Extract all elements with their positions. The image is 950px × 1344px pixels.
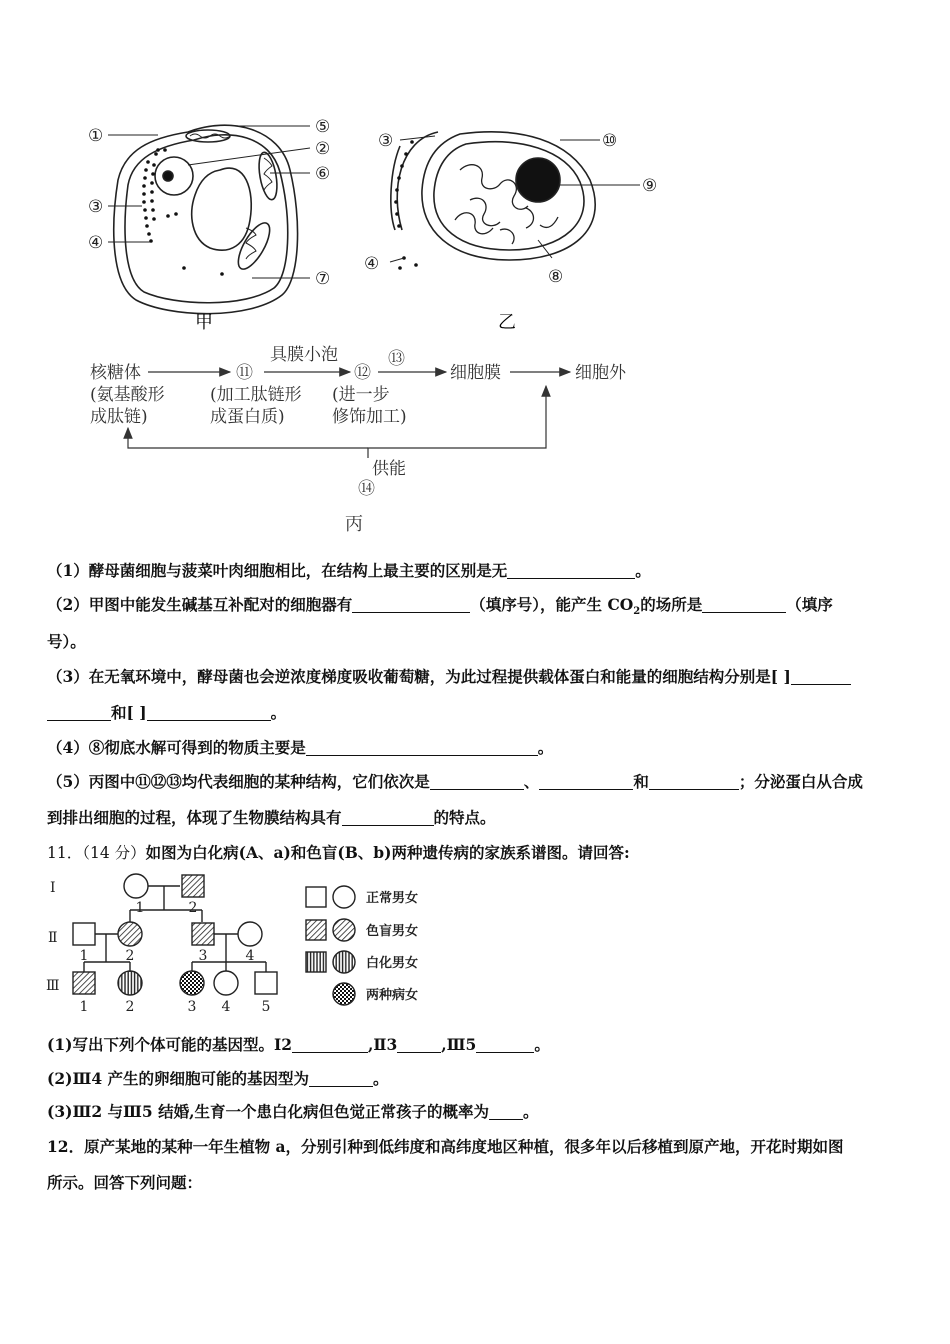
label-1: ① [88,126,104,146]
answer-blank[interactable] [292,1036,368,1053]
person-II1 [73,923,95,945]
gen-3: Ⅲ [46,978,60,994]
person-II3 [192,923,214,945]
question-12-cont: 所示。回答下列问题： [47,1173,203,1192]
legend-both: 两种病女 [366,988,419,1003]
label-5: ⑤ [315,117,331,137]
person-III2 [118,971,142,995]
answer-blank[interactable] [507,562,635,579]
num-III1: 1 [79,999,89,1015]
label-yi-4: ④ [364,254,380,274]
label-6: ⑥ [315,164,331,184]
svg-text:⑫: ⑫ [354,363,371,383]
svg-text:供能: 供能 [372,459,406,479]
num-III3: 3 [187,999,197,1015]
svg-text:成肽链): 成肽链) [90,407,148,427]
question-2-cont: 号）。 [47,632,86,651]
num-II1: 1 [79,948,89,964]
answer-blank[interactable] [309,1070,373,1087]
svg-text:⑭: ⑭ [358,479,375,499]
answer-blank[interactable] [430,773,524,790]
svg-text:⑬: ⑬ [388,349,405,369]
answer-blank[interactable] [352,596,470,613]
label-jia: 甲 [195,312,213,333]
pedigree-chart [44,870,444,1020]
cell-yi [391,132,595,260]
answer-blank[interactable] [397,1036,441,1053]
question-11-1: (1)写出下列个体可能的基因型。Ⅰ2 ,Ⅱ3 ,Ⅲ5 。 [47,1035,550,1054]
question-3-cont: 和[ ] 。 [47,702,286,724]
answer-blank[interactable] [147,704,271,721]
person-I1 [124,874,148,898]
answer-blank[interactable] [342,809,434,826]
svg-text:(氨基酸形: (氨基酸形 [90,385,165,405]
answer-blank[interactable] [539,773,633,790]
question-11-2: (2)Ⅲ4 产生的卵细胞可能的基因型为 。 [47,1069,389,1088]
question-4: （4）⑧彻底水解可得到的物质主要是 。 [47,738,554,757]
svg-text:丙: 丙 [345,514,363,535]
svg-text:细胞外: 细胞外 [575,363,626,383]
svg-text:⑪: ⑪ [236,363,253,383]
question-2: （2）甲图中能发生碱基互补配对的细胞器有 （填序号），能产生 $CO_2$的场所是 （填序 [47,595,833,618]
question-11-header: 11．（14 分）如图为白化病(A、a)和色盲(B、b)两种遗传病的家族系谱图。请回答: [47,843,630,862]
question-3: （3）在无氧环境中，酵母菌也会逆浓度梯度吸收葡萄糖，为此过程提供载体蛋白和能量的细胞结构分别是[ ] [47,666,851,688]
answer-blank[interactable] [791,668,851,685]
label-yi-3: ③ [378,131,394,151]
legend-normal: 正常男女 [366,891,419,906]
svg-text:核糖体: 核糖体 [90,363,141,383]
svg-text:修饰加工): 修饰加工) [332,407,407,427]
person-I2 [182,875,204,897]
num-III2: 2 [125,999,135,1015]
gen-1: Ⅰ [50,880,56,896]
question-5: （5）丙图中⑪⑫⑬均代表细胞的某种结构，它们依次是 、 和 ；分泌蛋白从合成 [47,772,863,791]
gen-2: Ⅱ [48,930,58,946]
label-8: ⑧ [548,267,564,287]
label-10: ⑩ [602,131,618,151]
label-2: ② [315,139,331,159]
label-yi: 乙 [498,312,516,333]
pedigree-legend [306,886,355,1005]
answer-blank[interactable] [476,1036,534,1053]
answer-blank[interactable] [702,596,786,613]
answer-blank[interactable] [489,1103,523,1120]
label-7: ⑦ [315,269,331,289]
label-4: ④ [88,233,104,253]
svg-text:具膜小泡: 具膜小泡 [270,345,338,365]
answer-blank[interactable] [649,773,739,790]
answer-blank[interactable] [47,704,111,721]
num-III4: 4 [221,999,231,1015]
question-1: （1）酵母菌细胞与菠菜叶肉细胞相比，在结构上最主要的区别是无 。 [47,561,651,580]
cell-figure [70,110,670,540]
legend-colorblind: 色盲男女 [366,924,419,939]
question-12: 12．原产某地的某种一年生植物 a，分别引种到低纬度和高纬度地区种植，很多年以后移植到原产地，开花时期如图 [47,1137,844,1156]
person-III3 [180,971,204,995]
person-III1 [73,972,95,994]
person-II4 [238,922,262,946]
num-I2: 2 [188,900,198,916]
num-III5: 5 [261,999,271,1015]
question-11-3: (3)Ⅲ2 与Ⅲ5 结婚,生育一个患白化病但色觉正常孩子的概率为 。 [47,1102,539,1121]
answer-blank[interactable] [306,739,538,756]
num-II2: 2 [125,948,135,964]
cell-yi-leaders [390,136,640,262]
question-5-cont: 到排出细胞的过程，体现了生物膜结构具有 的特点。 [47,808,496,827]
person-III5 [255,972,277,994]
rough-er-dots [142,148,224,276]
svg-text:成蛋白质): 成蛋白质) [210,407,285,427]
svg-text:(加工肽链形: (加工肽链形 [210,385,302,405]
num-II3: 3 [198,948,208,964]
svg-text:细胞膜: 细胞膜 [450,363,501,383]
svg-text:(进一步: (进一步 [332,385,390,405]
label-3: ③ [88,197,104,217]
person-III4 [214,971,238,995]
label-9: ⑨ [642,176,658,196]
num-I1: 1 [135,900,145,916]
num-II4: 4 [245,948,255,964]
legend-albino: 白化男女 [366,956,419,971]
person-II2 [118,922,142,946]
